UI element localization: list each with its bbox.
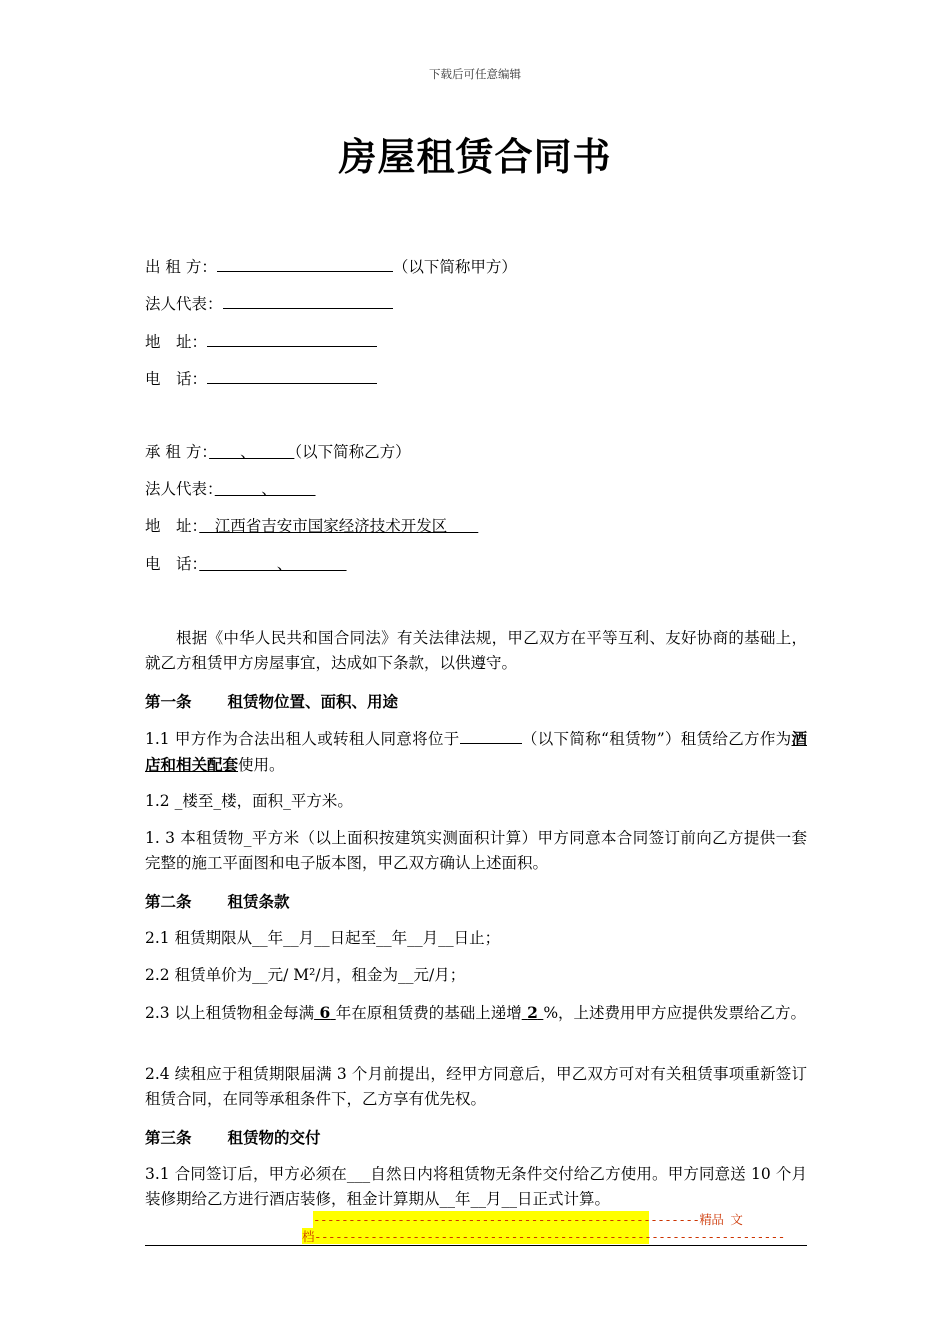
article1-heading (145, 689, 807, 714)
clause-1-1 (145, 726, 807, 778)
document-body (145, 0, 807, 1344)
lessor-addr-line (145, 329, 377, 353)
footer-line-2: 档------------------------------------------------------------------- (302, 1229, 785, 1244)
clause-2-3-b: 年在原租赁费的基础上递增 (335, 1004, 522, 1022)
lessor-suffix: （以下简称甲方） (392, 258, 517, 276)
article2-title: 租赁条款 (227, 892, 290, 911)
clause-2-2: 2.2 租赁单价为__元/ M²/月，租金为__元/月； (145, 966, 466, 984)
article1-num: 第一条 (145, 692, 192, 711)
lessee-phone-line (145, 553, 347, 575)
article2-heading (145, 889, 807, 914)
clause-2-1: 2.1 租赁期限从__年__月__日起至__年__月__日止； (145, 929, 501, 947)
lessor-phone-blank (207, 366, 377, 384)
lessor-addr-label: 地 址： (145, 333, 208, 351)
lessor-addr-blank (207, 329, 377, 347)
lessee-addr-value: 江西省吉安市国家经济技术开发区 (199, 517, 479, 535)
clause-2-4: 2.4 续租应于租赁期限届满 3 个月前提出，经甲方同意后，甲乙双方可对有关租赁事项重新签订租赁合同，在同等承租条件下，乙方享有优先权。 (145, 1065, 807, 1108)
lessee-line (145, 441, 411, 463)
lessee-label: 承 租 方： (145, 443, 210, 461)
footer-line-1: -------------------------------------------------------精品 文 (313, 1212, 743, 1227)
lessor-rep-blank (223, 291, 393, 309)
lessee-addr-line (145, 515, 478, 537)
increase-years: 6 (319, 1003, 331, 1022)
increase-percent: 2 (527, 1003, 538, 1022)
lessee-fill: 、 (209, 443, 295, 461)
clause-2-3 (145, 1000, 807, 1026)
lessor-phone-label: 电 话： (145, 370, 208, 388)
clause-3-1: 3.1 合同签订后，甲方必须在___自然日内将租赁物无条件交付给乙方使用。甲方同意送 10 个月装修期给乙方进行酒店装修，租金计算期从__年__月__日正式计算。 (145, 1165, 807, 1208)
clause-1-2: 1.2 _楼至_楼，面积_平方米。 (145, 792, 353, 810)
lessor-rep-label: 法人代表： (145, 295, 223, 313)
lessor-phone-line (145, 366, 377, 390)
lessee-rep-line (145, 478, 316, 500)
lessee-rep-label: 法人代表： (145, 480, 215, 498)
article3-title: 租赁物的交付 (227, 1128, 321, 1147)
document-title: 房屋租赁合同书 (338, 134, 612, 179)
article3-heading (145, 1125, 807, 1150)
lessor-blank (217, 254, 393, 272)
clause-1-3: 1. 3 本租赁物_平方米（以上面积按建筑实测面积计算）甲方同意本合同签订前向乙方提供一套完整的施工平面图和电子版本图，甲乙双方确认上述面积。 (145, 829, 807, 872)
article3-num: 第三条 (145, 1128, 192, 1147)
article2-num: 第二条 (145, 892, 192, 911)
intro-paragraph: 根据《中华人民共和国合同法》有关法律法规，甲乙双方在平等互利、友好协商的基础上，就乙方租赁甲方房屋事宜，达成如下条款，以供遵守。 (145, 629, 807, 672)
clause-2-3-c: %，上述费用甲方应提供发票给乙方。 (543, 1004, 807, 1022)
footer-rule (145, 1245, 807, 1246)
clause-2-3-a: 2.3 以上租赁物租金每满 (145, 1004, 315, 1022)
lessee-phone-fill: 、 (199, 555, 347, 573)
article1-title: 租赁物位置、面积、用途 (227, 692, 399, 711)
lessee-rep-fill: 、 (214, 480, 316, 498)
lessee-phone-label: 电 话： (145, 555, 200, 573)
lessor-rep-line (145, 291, 393, 315)
lessor-line (145, 254, 517, 278)
header-note: 下载后可任意编辑 (429, 67, 521, 81)
lessee-addr-label: 地 址： (145, 517, 200, 535)
location-blank (460, 726, 522, 744)
lessee-suffix: （以下简称乙方） (294, 443, 411, 461)
clause-1-1-a: 1.1 甲方作为合法出租人或转租人同意将位于 (145, 730, 460, 748)
clause-1-1-use: 酒店和相关配套 (145, 729, 807, 774)
clause-1-1-c: 使用。 (238, 756, 285, 774)
lessor-label: 出 租 方： (145, 258, 217, 276)
clause-1-1-b: （以下简称“租赁物”）租赁给乙方作为 (521, 730, 792, 748)
